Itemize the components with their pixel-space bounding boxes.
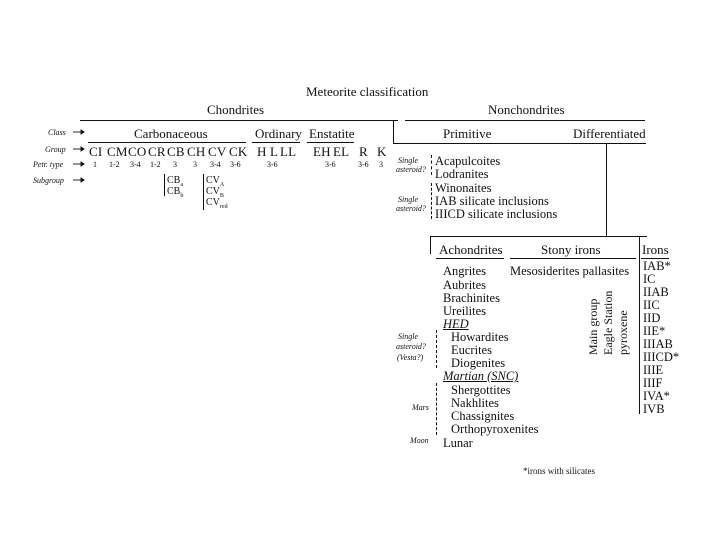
petr-type-ch: 3 <box>193 160 197 169</box>
iron-iab: IAB* <box>643 259 671 273</box>
group-ci: CI <box>89 144 103 159</box>
subgroup-cbb: $CB_b$ <box>167 186 184 199</box>
petr-type-cb: 3 <box>173 160 177 169</box>
class-enstatite: Enstatite <box>309 126 355 141</box>
note-mars: Mars <box>412 403 429 412</box>
cv-subgroup-bracket <box>203 174 204 210</box>
primitive-iab-silicate: IAB silicate inclusions <box>435 194 549 208</box>
group-h: H <box>257 144 267 159</box>
note-moon: Moon <box>410 436 429 445</box>
achondrites-branch-tick <box>430 236 431 254</box>
note-single-2: Single <box>398 195 418 204</box>
petr-type-ci: 1 <box>93 160 97 169</box>
group-el: EL <box>333 144 350 159</box>
petr-type-k: 3 <box>379 160 383 169</box>
group-cr: CR <box>148 144 166 159</box>
petr-type-ck: 3-6 <box>230 160 241 169</box>
note-single-3: Single <box>398 332 418 341</box>
class-carbonaceous: Carbonaceous <box>134 126 208 141</box>
stony-iron-main-group: Main group <box>586 298 600 355</box>
row-label-subgroup: Subgroup <box>33 176 64 185</box>
primitive-lodranites: Lodranites <box>435 167 489 181</box>
achondrite-lunar: Lunar <box>443 436 473 450</box>
petr-type-ordinary: 3-6 <box>267 160 278 169</box>
achondrite-brachinites: Brachinites <box>443 291 500 305</box>
achondrite-orthopyroxenites: Orthopyroxenites <box>451 422 539 436</box>
heading-chondrites: Chondrites <box>207 102 265 117</box>
petr-type-cv: 3-4 <box>210 160 221 169</box>
irons-branch-line <box>639 236 640 414</box>
primitive-acapulcoites: Acapulcoites <box>435 154 501 168</box>
group-ll: LL <box>280 144 297 159</box>
enstatite-rule <box>307 142 354 143</box>
martian-bracket <box>436 383 438 435</box>
petr-type-r: 3-6 <box>358 160 369 169</box>
iron-iiicd: IIICD* <box>643 350 680 364</box>
class-differentiated: Differentiated <box>573 126 646 141</box>
achondrite-martian-label: Martian (SNC) <box>443 369 519 383</box>
heading-nonchondrites: Nonchondrites <box>488 102 565 117</box>
stony-irons-rule <box>510 258 636 259</box>
group-r: R <box>359 144 368 159</box>
group-eh: EH <box>313 144 331 159</box>
iron-iid: IID <box>643 311 661 325</box>
iron-iiab: IIAB <box>643 285 669 299</box>
achondrite-chassignites: Chassignites <box>451 409 515 423</box>
group-cv: CV <box>208 144 227 159</box>
group-cb: CB <box>167 144 185 159</box>
iron-iic: IIC <box>643 298 660 312</box>
heading-stony-irons: Stony irons <box>541 242 601 257</box>
subgroup-cva: $CV_A$ <box>206 175 225 188</box>
heading-achondrites: Achondrites <box>439 242 503 257</box>
note-asteroid-1: asteroid? <box>396 165 426 174</box>
note-single-1: Single <box>398 156 418 165</box>
cb-subgroup-bracket <box>164 174 165 196</box>
ordinary-rule <box>252 142 300 143</box>
primitive-bracket-2 <box>431 183 433 219</box>
achondrite-howardites: Howardites <box>451 330 509 344</box>
differentiated-branch-rule <box>430 236 647 237</box>
nonchondrites-left-line <box>393 121 394 143</box>
footnote: *irons with silicates <box>523 466 595 476</box>
petr-type-co: 3-4 <box>130 160 141 169</box>
achondrite-aubrites: Aubrites <box>443 278 487 292</box>
differentiated-stem <box>606 143 607 236</box>
petr-type-enstatite: 3-6 <box>325 160 336 169</box>
achondrite-nakhlites: Nakhlites <box>451 396 499 410</box>
subgroup-cvb: $CV_B$ <box>206 186 224 199</box>
achondrite-angrites: Angrites <box>443 264 487 278</box>
iron-iiif: IIIF <box>643 376 663 390</box>
row-label-petr-type: Petr. type <box>33 160 64 169</box>
achondrite-ureilites: Ureilites <box>443 304 487 318</box>
achondrite-eucrites: Eucrites <box>451 343 492 357</box>
carbonaceous-rule <box>88 142 246 143</box>
heading-irons: Irons <box>642 242 669 257</box>
primitive-bracket-1 <box>431 155 433 175</box>
petr-type-cr: 1-2 <box>150 160 161 169</box>
group-co: CO <box>128 144 147 159</box>
achondrite-shergottites: Shergottites <box>451 383 511 397</box>
subgroup-cba: $CB_a$ <box>167 175 184 188</box>
note-vesta: (Vesta?) <box>397 353 424 362</box>
group-k: K <box>377 144 387 159</box>
primitive-iiicd-silicate: IIICD silicate inclusions <box>435 207 558 221</box>
primitive-differentiated-rule <box>393 143 646 144</box>
stony-irons-mesosiderites-pallasites: Mesosiderites pallasites <box>510 264 630 278</box>
group-cm: CM <box>107 144 128 159</box>
iron-iiie: IIIE <box>643 363 664 377</box>
note-asteroid-2: asteroid? <box>396 204 426 213</box>
achondrites-rule <box>436 258 504 259</box>
achondrite-diogenites: Diogenites <box>451 356 506 370</box>
stony-iron-eagle-station: Eagle Station <box>601 290 615 355</box>
row-label-class: Class <box>48 128 66 137</box>
class-ordinary: Ordinary <box>255 126 302 141</box>
iron-ivb: IVB <box>643 402 665 416</box>
petr-type-cm: 1-2 <box>109 160 120 169</box>
note-asteroid-3: asteroid? <box>396 342 426 351</box>
iron-iiiab: IIIAB <box>643 337 673 351</box>
primitive-winonaites: Winonaites <box>435 181 492 195</box>
iron-ic: IC <box>643 272 656 286</box>
stony-iron-pyroxene: pyroxene <box>616 310 630 355</box>
group-l: L <box>270 144 279 159</box>
achondrite-hed-label: HED <box>443 317 469 331</box>
group-ch: CH <box>187 144 206 159</box>
class-primitive: Primitive <box>443 126 492 141</box>
group-ck: CK <box>229 144 248 159</box>
subgroup-cvred: $CV_{red}$ <box>206 197 228 210</box>
hed-bracket <box>436 330 438 368</box>
iron-iva: IVA* <box>643 389 670 403</box>
row-label-group: Group <box>45 145 66 154</box>
diagram-title: Meteorite classification <box>306 84 429 99</box>
iron-iie: IIE* <box>643 324 666 338</box>
